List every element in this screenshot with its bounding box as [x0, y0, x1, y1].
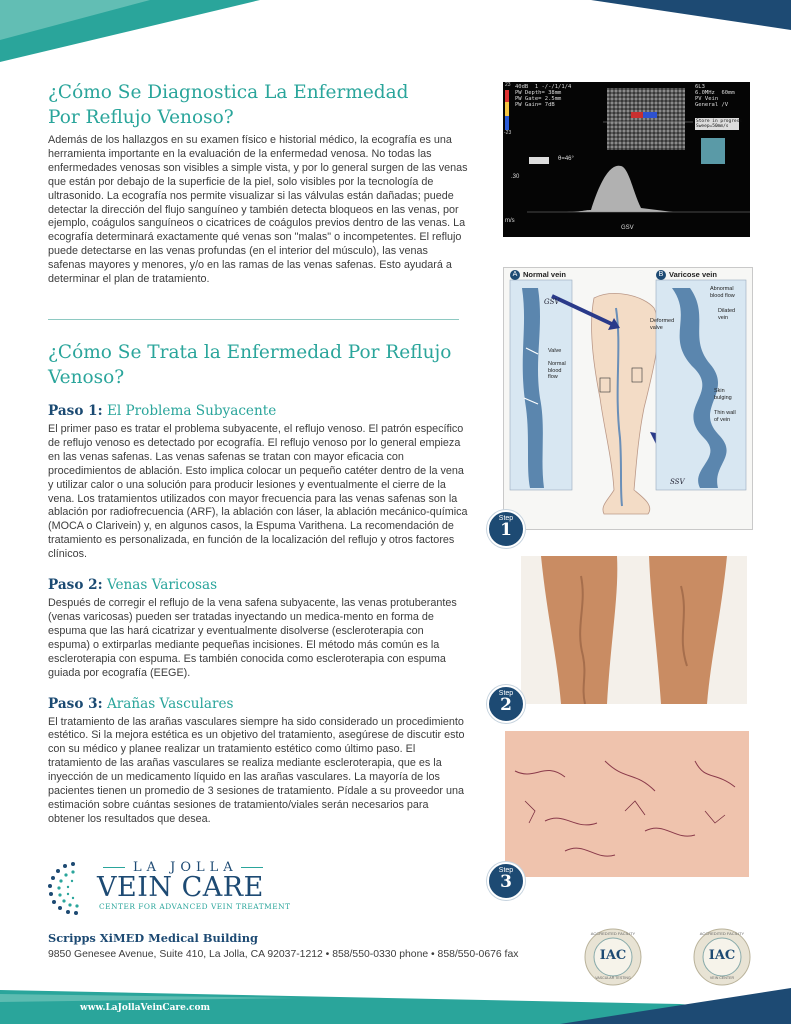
website-link[interactable]: www.LaJollaVeinCare.com: [80, 1003, 211, 1013]
valve-label: [548, 348, 566, 381]
seal-2-bottom: VEIN CENTER: [709, 976, 735, 980]
ultrasound-image: [503, 82, 750, 237]
step-2-heading: [48, 576, 468, 594]
valve-label-1: Valve: [548, 348, 562, 354]
skin-label-1: Skin: [714, 388, 725, 394]
ultrasound-scale-bottom: -23: [504, 130, 512, 136]
ultrasound-readout-left: 40dB 1 -/-/1/1/4 PW Depth= 38mm PW Gate= 2.5mm PW Gain= 7dB: [515, 84, 572, 108]
diagnosis-section: [48, 80, 468, 287]
step-2-block: [48, 576, 468, 680]
seal-1-top: ACCREDITED FACILITY: [590, 931, 636, 936]
abnormal-flow-label: [710, 286, 735, 299]
dilated-label-1: Dilated: [718, 308, 736, 314]
step-1-badge: [487, 510, 525, 548]
step-3-body: El tratamiento de las arañas vasculares siempre ha sido considerado un procedimiento estético. Si la mejora estética es un objetivo del tratamiento, asegúrese de discutir esto con su médico y planee realizar un tratamiento estético como último paso. El tratamiento de las arañas vasculares se realiza mediante escleroterapia, que es la inyección de un medicamento líquido en las arañas vasculares. La mayoría de los pacientes tienen un promedio de 3 sesiones de tratamiento. Pídale a su proveedor una estimación sobre cuántas sesiones de tratamiento/viales serán necesarios para obtener los resultados que desea.: [48, 715, 465, 825]
ultrasound-gsv-label: GSV: [621, 225, 634, 231]
diagnosis-title: [48, 80, 468, 130]
thin-wall-label: [714, 410, 736, 423]
spider-veins-graphic: [505, 731, 749, 877]
step-2-badge-word: Step: [498, 690, 514, 697]
logo-dots-icon: [45, 860, 95, 916]
step-3-title: Arañas Vasculares: [106, 695, 234, 712]
la-jolla-vein-care-logo: [45, 858, 305, 918]
corner-decoration-top-right: [591, 0, 791, 30]
step-2-title: Venas Varicosas: [106, 577, 218, 594]
logo-top-text: LA JOLLA: [133, 860, 238, 875]
corner-decoration-top-left: [0, 0, 260, 62]
step-1-body: El primer paso es tratar el problema subyacente, el reflujo venoso. El patrón específico de reflujo venoso es detectado por ecografía. El reflujo venoso por lo general empieza en las venas safenas. Las venas safenas se tratan con mayor eficacia con procedimientos de ablación. Esto implica colocar un pequeño catéter dentro de la vena y utilizar calor o una solución para producir lesiones y eventualmente el cierre de la vena. Los tratamientos utilizados con mayor frecuencia para las venas safenas son la ablación por radiofrecuencia (ARF), la ablación con láser, la ablación mecánico-química (MOCA o Clarivein) y, en algunos casos, la Espuma Varithena. La recomendación de tratamiento es personalizada, en función de la localización del reflujo y otros factores clínicos.: [48, 423, 468, 561]
step-2-label: Paso 2:: [48, 577, 103, 594]
ssv-label: SSV: [670, 478, 685, 486]
logo-main-text: VEIN CARE: [97, 872, 264, 903]
skin-bulging-label: [714, 388, 732, 401]
step-1-badge-number: 1: [500, 520, 512, 540]
valve-label-2: Normal: [548, 361, 566, 367]
step-3-badge: [487, 862, 525, 900]
diagnosis-title-line2: Por Reflujo Venoso?: [48, 107, 234, 128]
logo-line-right: [241, 867, 263, 868]
ultrasound-axis-30: .30: [511, 174, 520, 180]
iac-seal-vein-center: [693, 928, 751, 986]
ultrasound-store-text: Store in progress Sweep=50mm/s: [696, 119, 743, 129]
treatment-title: ¿Cómo Se Trata la Enfermedad Por Reflujo Venoso?: [48, 342, 452, 388]
step-1-heading: [48, 402, 468, 420]
step-2-body: Después de corregir el reflujo de la vena safena subyacente, las venas protuberantes (venas varicosas) pueden ser tratadas inyectando un medica-mento en forma de espuma que las hará cicatrizar y eventualmente disolverse (escleroterapia con espuma) o extirparlas mediante pequeñas incisiones. El método más común es la escleroterapia con espuma. Es también conocida como escleroterapia con espuma guiada por ecografía (EEGE).: [48, 597, 457, 679]
ultrasound-axis-label: m/s: [505, 218, 515, 224]
dilated-label-2: vein: [718, 314, 729, 321]
logo-sub-text: CENTER FOR ADVANCED VEIN TREATMENT: [99, 902, 291, 911]
deformed-label-2: valve: [650, 324, 663, 331]
section-divider: [48, 319, 459, 320]
deformed-valve-label: [650, 318, 674, 331]
footer-band: [0, 980, 791, 1024]
ultrasound-scale-top: 23: [505, 82, 511, 88]
seal-2-top: ACCREDITED FACILITY: [699, 931, 745, 936]
legs-graphic: [521, 556, 747, 704]
varicose-legs-photo: [521, 556, 747, 704]
step-3-heading: [48, 695, 468, 713]
seal-2-mark: IAC: [708, 948, 736, 963]
ultrasound-angle: θ=46°: [558, 156, 574, 162]
address-line: 9850 Genesee Avenue, Suite 410, La Jolla, CA 92037-1212 • 858/550-0330 phone • 858/550-0676 fax: [48, 949, 519, 960]
vein-diagram-image: [503, 267, 753, 530]
thin-label-1: Thin wall: [714, 410, 736, 416]
valve-label-4: flow: [548, 374, 558, 380]
diagnosis-title-line1: ¿Cómo Se Diagnostica La Enfermedad: [48, 82, 409, 103]
panel-a-letter: A: [510, 270, 520, 280]
step-2-badge-number: 2: [500, 695, 512, 715]
diagnosis-body: Además de los hallazgos en su examen físico e historial médico, la ecografía es una herramienta importante en la evaluación de la enfermedad venosa. No todas las enfermedades venosas son visibles a simple vista, y por lo general surgen de las venas que están por debajo de la superficie de la piel, solo visibles por la tecnología de ultrasonido. La ecografía nos permite visualizar si las válvulas están dañadas; puede detectar la dirección del flujo sanguíneo y también detecta bloqueos en las venas, por ejemplo, coágulos sanguíneos o cicatrices de coágulos previos dentro de las venas. La ecografía determinará exactamente qué venas son "malas" o incompetentes. El reflujo puede detectarse en las venas profundas (en el interior del músculo), las venas safenas mayores y menores, y/o en las ramas de las venas safenas. Esto ayudará a determinar el plan de tratamiento.: [48, 134, 468, 286]
panel-b-title: Varicose vein: [669, 270, 717, 279]
treatment-section: [48, 340, 468, 838]
iac-seal-vascular: [584, 928, 642, 986]
step-3-badge-word: Step: [498, 867, 514, 874]
deformed-label-1: Deformed: [650, 318, 675, 324]
seal-1-bottom: VASCULAR TESTING: [595, 976, 631, 980]
step-1-badge-word: Step: [498, 515, 514, 522]
abnormal-label-2: blood flow: [710, 292, 735, 299]
building-name: Scripps XiMED Medical Building: [48, 931, 258, 945]
step-3-label: Paso 3:: [48, 695, 103, 712]
panel-b-letter: B: [656, 270, 666, 280]
step-1-title: El Problema Subyacente: [106, 403, 277, 419]
gsv-label: GSV: [544, 298, 560, 306]
step-3-badge-number: 3: [500, 872, 512, 892]
logo-line-left: [103, 867, 125, 868]
valve-label-3: blood: [548, 367, 562, 374]
step-2-badge: [487, 685, 525, 723]
step-1-block: [48, 402, 468, 562]
step-1-label: Paso 1:: [48, 403, 103, 419]
step-3-block: [48, 695, 468, 827]
ultrasound-readout-right: 6L3 6.0MHz 60mm PV Vein General /V: [695, 84, 735, 108]
dilated-vein-label: [718, 308, 735, 321]
skin-label-2: bulging: [714, 394, 732, 401]
panel-a-title: Normal vein: [523, 270, 566, 279]
spider-veins-photo: [505, 731, 749, 877]
thin-label-2: of vein: [714, 416, 731, 423]
seal-1-mark: IAC: [599, 948, 627, 963]
abnormal-label-1: Abnormal: [710, 286, 734, 292]
